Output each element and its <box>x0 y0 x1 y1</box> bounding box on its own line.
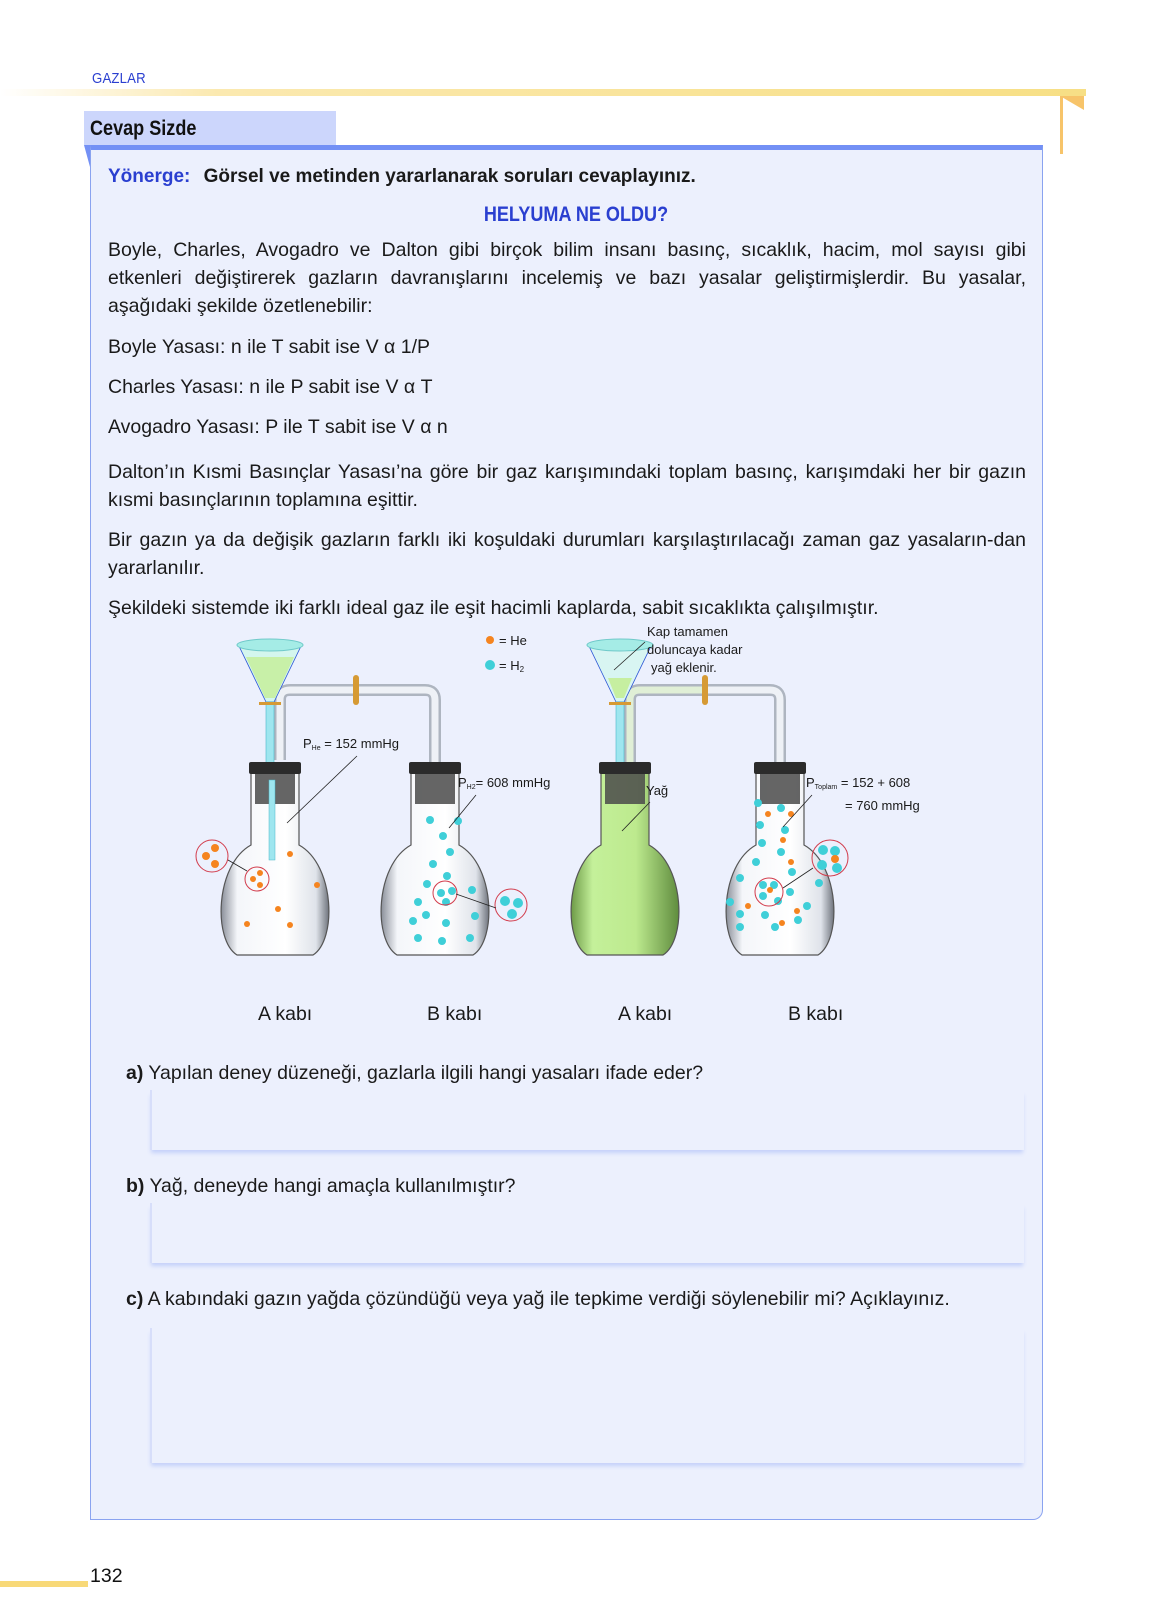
funnel-right <box>587 639 653 768</box>
he-legend-icon <box>486 636 494 644</box>
question-b-text: Yağ, deneyde hangi amaçla kullanılmıştır? <box>144 1175 516 1197</box>
compare-paragraph: Bir gazın ya da değişik gazların farklı iki koşuldaki durumları karşılaştırılacağı zaman gaz yasaların-dan yararlanılır. <box>108 529 1026 579</box>
charles-law: Charles Yasası: n ile P sabit ise V α T <box>108 376 433 398</box>
label-a-right: A kabı <box>618 1003 673 1025</box>
question-b <box>126 1175 516 1198</box>
answer-field-a[interactable] <box>150 1090 1024 1150</box>
boyle-law: Boyle Yasası: n ile T sabit ise V α 1/P <box>108 336 430 358</box>
header-corner-decoration <box>1060 96 1084 110</box>
avogadro-law: Avogadro Yasası: P ile T sabit ise V α n <box>108 416 448 438</box>
p-he-label: PHe = 152 mmHg <box>303 736 400 752</box>
question-c-text: A kabındaki gazın yağda çözündüğü veya yağ ile tepkime verdiği söylenebilir mi? Açıklayınız. <box>143 1288 950 1310</box>
setup-paragraph: Şekildeki sistemde iki farklı ideal gaz ile eşit hacimli kaplarda, sabit sıcaklıkta çalışılmıştır. <box>108 597 879 619</box>
oil-label: Yağ <box>646 783 669 798</box>
label-b-left: B kabı <box>427 1003 483 1025</box>
label-b-right: B kabı <box>788 1003 844 1025</box>
page-number-bar <box>0 1581 88 1587</box>
answer-field-c[interactable] <box>150 1328 1024 1463</box>
oil-note-line1: Kap tamamen <box>647 624 728 639</box>
question-a-text: Yapılan deney düzeneği, gazlarla ilgili hangi yasaları ifade eder? <box>143 1062 704 1084</box>
question-a-letter: a) <box>126 1062 144 1084</box>
he-zoom-circle <box>196 840 228 872</box>
instruction-label: Yönerge: <box>108 166 191 187</box>
question-c <box>126 1288 950 1311</box>
dalton-paragraph: Dalton’ın Kısmi Basınçlar Yasası’na göre bir gaz karışımındaki toplam basınç, karışımdaki her bir gazın kısmi basınçlarının toplamına eşittir. <box>108 461 1026 511</box>
activity-tab-title: Cevap Sizde <box>90 117 197 140</box>
legend-h2: = H2 <box>499 658 525 674</box>
section-label: GAZLAR <box>92 70 146 87</box>
label-a-left: A kabı <box>258 1003 313 1025</box>
intro-paragraph: Boyle, Charles, Avogadro ve Dalton gibi birçok bilim insanı basınç, sıcaklık, hacim, mol sayısı gibi etkenleri değiştirerek gazların davranışlarını incelemiş ve bazı yasalar geliştirmişlerdir. Bu yasalar, aşağıdaki şekilde özetlenebilir: <box>108 239 1026 317</box>
experiment-diagram <box>190 624 990 1030</box>
activity-title: HELYUMA NE OLDU? <box>483 203 669 226</box>
legend-he: = He <box>499 633 527 648</box>
activity-box-corner <box>84 145 90 167</box>
instruction <box>108 166 696 188</box>
activity-tab <box>84 111 336 145</box>
stopcock-left <box>353 675 359 705</box>
question-c-letter: c) <box>126 1288 144 1310</box>
oil-note-line2: doluncaya kadar <box>647 642 743 657</box>
oil-note-line3: yağ eklenir. <box>651 660 717 675</box>
header-rule <box>0 89 1086 96</box>
header-vertical-rule <box>1060 96 1063 154</box>
p-h2-label: PH2= 608 mmHg <box>458 775 551 791</box>
page-number: 132 <box>90 1565 123 1587</box>
p-total-label: PToplam = 152 + 608 <box>806 775 911 791</box>
question-a <box>126 1062 703 1085</box>
stopcock-right <box>702 675 708 705</box>
instruction-text: Görsel ve metinden yararlanarak soruları cevaplayınız. <box>203 166 696 187</box>
question-b-letter: b) <box>126 1175 145 1197</box>
p-total-result: = 760 mmHg <box>845 798 920 813</box>
h2-legend-icon <box>485 660 495 670</box>
answer-field-b[interactable] <box>150 1203 1024 1263</box>
